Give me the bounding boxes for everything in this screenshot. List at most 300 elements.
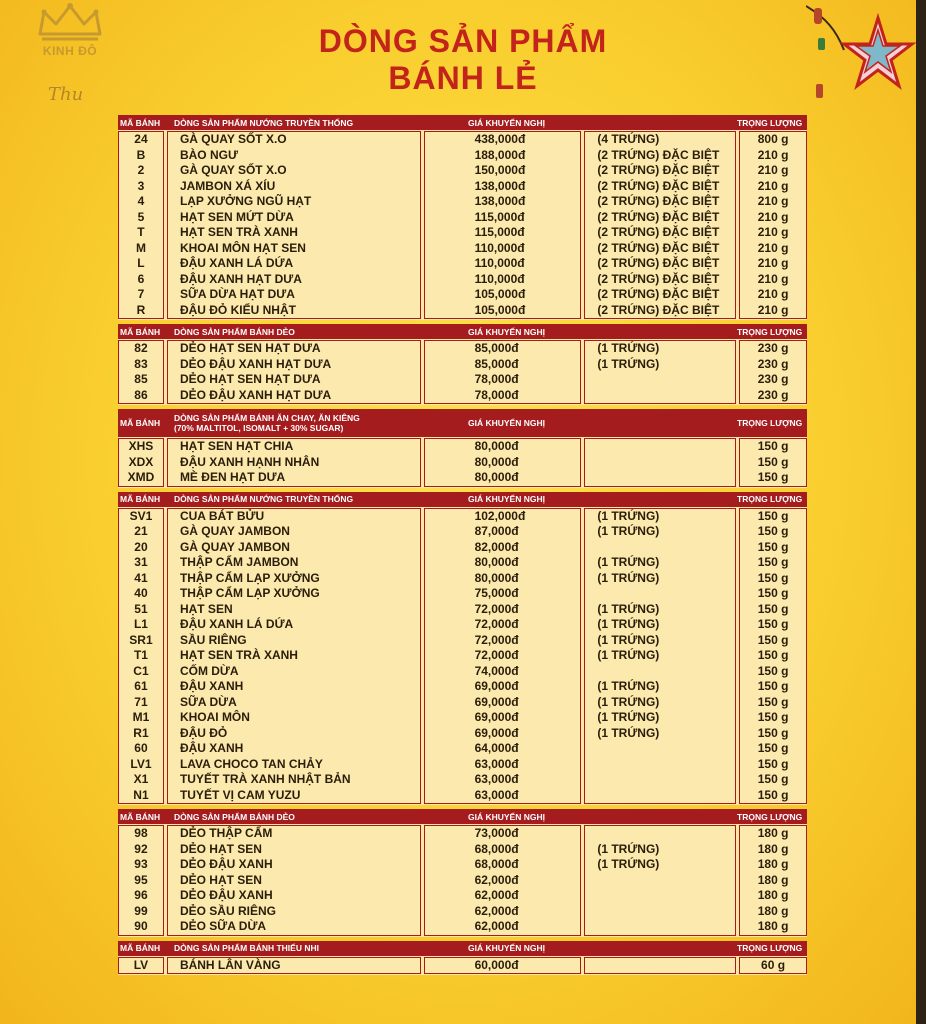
header-name-line: DÒNG SẢN PHẨM BÁNH THIẾU NHI	[174, 943, 319, 953]
cell-note	[585, 772, 735, 788]
cell-price: 69,000đ	[474, 725, 519, 740]
cell-price: 69,000đ	[474, 679, 519, 693]
cell-note: (2 TRỨNG) ĐẶC BIỆT	[597, 287, 720, 301]
table-section	[118, 409, 807, 488]
cell-weight: 180 g	[757, 826, 789, 840]
cell-price: 102,000đ	[474, 508, 526, 523]
cell-note	[585, 470, 735, 486]
cell-price: 105,000đ	[474, 287, 526, 301]
cell-price: 82,000đ	[474, 539, 519, 554]
header-code: MÃ BÁNH	[120, 117, 161, 128]
price-table	[118, 115, 807, 979]
cell-price: 74,000đ	[474, 663, 519, 678]
cell-code: 20	[134, 539, 148, 554]
cell-note	[585, 757, 735, 773]
header-code: MÃ BÁNH	[120, 326, 161, 337]
column-name	[167, 438, 421, 487]
cell-code: T1	[133, 648, 148, 662]
header-weight: TRỌNG LƯỢNG	[737, 943, 803, 953]
cell-weight: 230 g	[757, 372, 789, 386]
cell-weight: 210 g	[757, 194, 789, 208]
cell-weight: 150 g	[757, 508, 789, 523]
header-price: GIÁ KHUYẾN NGHỊ	[468, 943, 545, 953]
cell-weight: 800 g	[757, 132, 789, 146]
cell-note	[585, 788, 735, 804]
cell-weight: 230 g	[757, 341, 789, 355]
cell-price: 115,000đ	[474, 209, 525, 224]
cell-name: HẠT SEN MỨT DỪA	[179, 209, 294, 224]
column-code	[118, 825, 164, 936]
cell-weight: 60 g	[761, 957, 786, 972]
cell-name: DẺO ĐẬU XANH HẠT DƯA	[179, 356, 332, 371]
cell-price: 64,000đ	[474, 741, 519, 755]
cell-name: KHOAI MÔN	[179, 710, 250, 724]
table-section	[118, 324, 807, 405]
cell-code: 90	[134, 919, 148, 933]
cell-name: HẠT SEN TRÀ XANH	[179, 225, 298, 239]
cell-note	[585, 919, 735, 935]
header-code: MÃ BÁNH	[120, 943, 161, 953]
cell-price: 63,000đ	[474, 772, 519, 786]
cell-code: 60	[134, 741, 148, 755]
cell-weight: 150 g	[757, 439, 789, 453]
cell-weight: 180 g	[757, 857, 789, 871]
cell-name: MÈ ĐEN HẠT DƯA	[179, 470, 286, 484]
cell-price: 138,000đ	[474, 178, 526, 193]
header-name-line2: (70% MALTITOL, ISOMALT + 30% SUGAR)	[174, 423, 344, 433]
header-price: GIÁ KHUYẾN NGHỊ	[468, 418, 545, 428]
cell-weight: 150 g	[757, 663, 789, 678]
column-weight	[739, 131, 807, 319]
cell-weight: 210 g	[757, 225, 789, 239]
cell-price: 68,000đ	[474, 857, 519, 871]
cell-price: 80,000đ	[474, 470, 519, 484]
section-header	[118, 809, 807, 824]
cell-code: 93	[134, 857, 148, 871]
cell-weight: 150 g	[757, 539, 789, 554]
cell-code: XDX	[128, 454, 154, 469]
cell-code: 92	[134, 841, 148, 856]
cell-weight: 150 g	[757, 632, 789, 647]
column-code	[118, 508, 164, 805]
section-header	[118, 324, 807, 339]
cell-weight: 150 g	[757, 725, 789, 740]
header-name	[174, 943, 319, 953]
cell-price: 110,000đ	[474, 271, 525, 286]
cell-name: THẬP CẨM LẠP XƯỞNG	[179, 570, 320, 585]
cell-code: XMD	[127, 470, 155, 484]
column-price	[424, 825, 582, 936]
column-note	[584, 340, 736, 404]
cell-price: 63,000đ	[474, 787, 519, 802]
cell-weight: 210 g	[757, 302, 789, 317]
cell-name: DẺO SẦU RIÊNG	[179, 903, 276, 918]
cell-name: DẺO ĐẬU XANH	[179, 888, 273, 902]
cell-name: DẺO HẠT SEN	[179, 841, 262, 856]
column-price	[424, 508, 582, 805]
page-title-line1: DÒNG SẢN PHẨM	[318, 23, 608, 59]
cell-weight: 180 g	[757, 888, 789, 902]
cell-note: (1 TRỨNG)	[597, 679, 660, 693]
header-name	[174, 812, 295, 822]
cell-code: M	[135, 240, 146, 255]
header-name	[174, 413, 360, 433]
cell-name: BÁNH LÂN VÀNG	[179, 957, 281, 972]
column-price	[424, 957, 582, 975]
cell-name: THẬP CẨM LẠP XƯỞNG	[179, 586, 320, 600]
cell-note: (1 TRỨNG)	[597, 601, 660, 616]
cell-note	[585, 741, 735, 757]
cell-note: (2 TRỨNG) ĐẶC BIỆT	[597, 147, 720, 162]
cell-name: ĐẬU XANH HẠNH NHÂN	[179, 454, 320, 469]
cell-note: (1 TRỨNG)	[597, 570, 660, 585]
column-name	[167, 825, 421, 936]
cell-note: (1 TRỨNG)	[597, 632, 660, 647]
header-code: MÃ BÁNH	[120, 811, 161, 822]
cell-price: 85,000đ	[474, 356, 519, 371]
cell-weight: 210 g	[757, 256, 789, 270]
cell-code: L1	[133, 617, 148, 631]
cell-name: ĐẬU XANH	[179, 679, 244, 693]
cell-weight: 150 g	[757, 617, 789, 631]
column-code	[118, 131, 164, 319]
cell-price: 72,000đ	[474, 601, 519, 616]
cell-name: LAVA CHOCO TAN CHẢY	[179, 756, 323, 771]
column-price	[424, 438, 582, 487]
cell-price: 72,000đ	[474, 617, 519, 631]
cell-note: (2 TRỨNG) ĐẶC BIỆT	[597, 225, 720, 239]
section-header	[118, 115, 807, 130]
cell-price: 72,000đ	[474, 632, 519, 647]
cell-weight: 150 g	[757, 454, 789, 469]
header-name	[174, 327, 295, 337]
cell-price: 75,000đ	[474, 586, 519, 600]
header-name-line: DÒNG SẢN PHẨM NƯỚNG TRUYỀN THỐNG	[174, 494, 354, 504]
cell-price: 62,000đ	[474, 888, 519, 902]
column-weight	[739, 508, 807, 805]
cell-code: 51	[134, 601, 148, 616]
cell-weight: 210 g	[757, 163, 789, 177]
cell-weight: 230 g	[757, 387, 789, 402]
header-price: GIÁ KHUYẾN NGHỊ	[468, 811, 545, 822]
cell-code: 41	[134, 570, 148, 585]
cell-code: 99	[134, 903, 148, 918]
cell-code: L	[137, 256, 145, 270]
cell-name: SỮA DỪA	[179, 694, 237, 709]
cell-weight: 180 g	[757, 841, 789, 856]
brand-script: Thu	[48, 84, 84, 105]
cell-price: 62,000đ	[474, 903, 519, 918]
cell-code: 86	[134, 387, 148, 402]
cell-code: T	[137, 225, 145, 239]
cell-code: X1	[133, 772, 149, 786]
cell-price: 62,000đ	[474, 872, 519, 887]
cell-price: 438,000đ	[474, 132, 526, 146]
cell-code: B	[136, 147, 146, 162]
header-name	[174, 494, 353, 504]
cell-note: (1 TRỨNG)	[597, 857, 660, 871]
cell-note: (2 TRỨNG) ĐẶC BIỆT	[597, 163, 720, 177]
cell-price: 78,000đ	[474, 372, 519, 386]
cell-name: TUYẾT TRÀ XANH NHẬT BẢN	[179, 772, 351, 786]
cell-code: 83	[134, 356, 148, 371]
table-section	[118, 941, 807, 976]
cell-price: 63,000đ	[474, 756, 519, 771]
lantern-star-icon	[806, 0, 916, 110]
cell-price: 105,000đ	[474, 302, 526, 317]
cell-name: ĐẬU ĐỎ	[179, 725, 228, 740]
cell-price: 62,000đ	[474, 919, 519, 933]
column-weight	[739, 340, 807, 404]
cell-note	[585, 586, 735, 602]
section-rows	[118, 956, 807, 976]
cell-weight: 180 g	[757, 872, 789, 887]
cell-code: SV1	[129, 508, 153, 523]
cell-note: (2 TRỨNG) ĐẶC BIỆT	[597, 194, 720, 208]
cell-weight: 150 g	[757, 601, 789, 616]
cell-weight: 150 g	[757, 470, 789, 484]
cell-weight: 150 g	[757, 741, 789, 755]
cell-note: (1 TRỨNG)	[597, 648, 660, 662]
column-code	[118, 340, 164, 404]
cell-code: SR1	[129, 632, 153, 647]
cell-name: CUA BÁT BỬU	[179, 508, 265, 523]
cell-note: (2 TRỨNG) ĐẶC BIỆT	[597, 240, 720, 255]
header-weight: TRỌNG LƯỢNG	[737, 326, 803, 337]
cell-code: 4	[137, 194, 145, 208]
cell-name: DẺO ĐẬU XANH	[179, 857, 273, 871]
cell-price: 80,000đ	[474, 570, 519, 585]
column-price	[424, 340, 582, 404]
cell-name: DẺO HẠT SEN HẠT DƯA	[179, 341, 321, 355]
cell-name: HẠT SEN	[179, 601, 233, 616]
cell-note: (1 TRỨNG)	[597, 617, 660, 631]
cell-note	[585, 664, 735, 680]
cell-weight: 150 g	[757, 679, 789, 693]
cell-code: C1	[133, 663, 149, 678]
table-section	[118, 492, 807, 806]
cell-code: 2	[137, 163, 145, 177]
cell-price: 110,000đ	[474, 256, 525, 270]
column-name	[167, 508, 421, 805]
cell-note	[585, 888, 735, 904]
cell-price: 85,000đ	[474, 341, 519, 355]
cell-name: HẠT SEN TRÀ XANH	[179, 648, 298, 662]
cell-weight: 210 g	[757, 287, 789, 301]
header-price: GIÁ KHUYẾN NGHỊ	[468, 117, 545, 128]
cell-name: SẦU RIÊNG	[179, 632, 247, 647]
cell-weight: 150 g	[757, 772, 789, 786]
cell-price: 80,000đ	[474, 555, 519, 569]
cell-code: 82	[134, 341, 148, 355]
cell-name: CỐM DỪA	[179, 663, 239, 678]
cell-weight: 210 g	[757, 271, 789, 286]
cell-weight: 210 g	[757, 147, 789, 162]
cell-name: BÀO NGƯ	[179, 147, 238, 162]
header-code: MÃ BÁNH	[120, 494, 161, 504]
cell-code: 21	[134, 524, 148, 538]
cell-weight: 210 g	[757, 240, 789, 255]
cell-weight: 210 g	[757, 178, 789, 193]
cell-price: 188,000đ	[474, 147, 526, 162]
column-code	[118, 438, 164, 487]
right-edge-strip	[916, 0, 926, 1024]
page-title-line2: BÁNH LẺ	[388, 60, 538, 96]
cell-note	[585, 388, 735, 404]
cell-note: (1 TRỨNG)	[597, 710, 660, 724]
header-weight: TRỌNG LƯỢNG	[737, 494, 803, 504]
cell-code: 96	[134, 888, 148, 902]
section-rows	[118, 437, 807, 488]
cell-price: 69,000đ	[474, 710, 519, 724]
cell-note: (2 TRỨNG) ĐẶC BIỆT	[597, 271, 720, 286]
header-code: MÃ BÁNH	[120, 418, 161, 428]
cell-note: (1 TRỨNG)	[597, 341, 660, 355]
cell-price: 68,000đ	[474, 841, 519, 856]
cell-name: TUYẾT VỊ CAM YUZU	[179, 787, 301, 802]
cell-code: 95	[134, 872, 148, 887]
header-weight: TRỌNG LƯỢNG	[737, 117, 803, 128]
cell-note: (1 TRỨNG)	[597, 555, 660, 569]
cell-weight: 150 g	[757, 555, 789, 569]
cell-name: THẬP CẨM JAMBON	[179, 555, 299, 569]
cell-weight: 150 g	[757, 710, 789, 724]
cell-name: KHOAI MÔN HẠT SEN	[179, 240, 306, 255]
cell-price: 115,000đ	[474, 225, 525, 239]
cell-weight: 180 g	[757, 903, 789, 918]
cell-code: 3	[137, 178, 145, 193]
column-name	[167, 957, 421, 975]
cell-weight: 150 g	[757, 570, 789, 585]
cell-code: 85	[134, 372, 148, 386]
column-weight	[739, 438, 807, 487]
cell-code: 61	[134, 679, 148, 693]
cell-name: DẺO HẠT SEN	[179, 872, 262, 887]
section-rows	[118, 824, 807, 937]
cell-code: 6	[137, 271, 145, 286]
section-header	[118, 409, 807, 437]
cell-price: 60,000đ	[474, 957, 519, 972]
cell-code: 71	[134, 694, 148, 709]
cell-note: (1 TRỨNG)	[597, 524, 660, 538]
cell-code: N1	[133, 787, 149, 802]
header-name	[174, 118, 353, 128]
cell-name: ĐẬU XANH	[179, 741, 244, 755]
column-name	[167, 340, 421, 404]
cell-weight: 210 g	[757, 209, 789, 224]
cell-note	[585, 904, 735, 920]
cell-price: 73,000đ	[474, 826, 519, 840]
cell-note: (1 TRỨNG)	[597, 694, 660, 709]
cell-code: R	[136, 302, 146, 317]
cell-code: M1	[132, 710, 150, 724]
cell-name: HẠT SEN HẠT CHIA	[179, 439, 294, 453]
cell-price: 110,000đ	[474, 240, 525, 255]
section-rows	[118, 339, 807, 405]
cell-code: 24	[134, 132, 148, 146]
column-note	[584, 131, 736, 319]
header-name-line: DÒNG SẢN PHẨM NƯỚNG TRUYỀN THỐNG	[174, 117, 354, 128]
cell-note: (1 TRỨNG)	[597, 508, 660, 523]
cell-price: 80,000đ	[474, 439, 519, 453]
cell-note	[585, 455, 735, 471]
cell-name: ĐẬU XANH HẠT DƯA	[179, 271, 302, 286]
column-weight	[739, 825, 807, 936]
table-section	[118, 115, 807, 320]
table-section	[118, 809, 807, 937]
cell-price: 80,000đ	[474, 454, 519, 469]
cell-note	[585, 826, 735, 842]
cell-name: ĐẬU XANH LÁ DỨA	[179, 256, 294, 270]
cell-note: (2 TRỨNG) ĐẶC BIỆT	[597, 256, 720, 270]
cell-note: (2 TRỨNG) ĐẶC BIỆT	[597, 209, 720, 224]
cell-note	[585, 372, 735, 388]
cell-note: (1 TRỨNG)	[597, 725, 660, 740]
section-header	[118, 492, 807, 507]
column-note	[584, 825, 736, 936]
cell-code: 98	[134, 826, 148, 840]
cell-note: (4 TRỨNG)	[597, 132, 660, 146]
cell-name: DẺO HẠT SEN HẠT DƯA	[179, 372, 321, 386]
column-name	[167, 131, 421, 319]
cell-code: 7	[137, 287, 145, 301]
cell-code: R1	[133, 725, 149, 740]
cell-name: DẺO THẬP CẨM	[179, 826, 273, 840]
header-price: GIÁ KHUYẾN NGHỊ	[468, 494, 545, 504]
cell-code: LV1	[130, 756, 152, 771]
cell-weight: 150 g	[757, 586, 789, 600]
cell-code: 40	[134, 586, 148, 600]
cell-price: 138,000đ	[474, 194, 526, 208]
header-weight: TRỌNG LƯỢNG	[737, 811, 803, 822]
cell-weight: 150 g	[757, 756, 789, 771]
cell-name: GÀ QUAY SỐT X.O	[179, 163, 287, 177]
cell-note	[585, 958, 735, 974]
cell-name: GÀ QUAY JAMBON	[179, 539, 290, 554]
cell-name: SỮA DỪA HẠT DƯA	[179, 287, 295, 301]
cell-name: DẺO SỮA DỪA	[179, 919, 267, 933]
cell-weight: 150 g	[757, 694, 789, 709]
cell-weight: 150 g	[757, 524, 789, 538]
header-name-line: DÒNG SẢN PHẨM BÁNH DẺO	[174, 326, 295, 337]
cell-note	[585, 439, 735, 455]
cell-weight: 150 g	[757, 648, 789, 662]
section-header	[118, 941, 807, 956]
cell-code: 31	[134, 555, 148, 569]
header-price: GIÁ KHUYẾN NGHỊ	[468, 326, 545, 337]
header-name-line: DÒNG SẢN PHẨM BÁNH DẺO	[174, 811, 295, 822]
column-weight	[739, 957, 807, 975]
cell-name: JAMBON XÁ XÍU	[179, 178, 276, 193]
cell-price: 78,000đ	[474, 387, 519, 402]
cell-code: 5	[137, 209, 145, 224]
cell-weight: 180 g	[757, 919, 789, 933]
cell-note: (1 TRỨNG)	[597, 356, 660, 371]
column-note	[584, 438, 736, 487]
cell-price: 72,000đ	[474, 648, 519, 662]
cell-note	[585, 540, 735, 556]
column-note	[584, 957, 736, 975]
column-code	[118, 957, 164, 975]
cell-note: (2 TRỨNG) ĐẶC BIỆT	[597, 302, 720, 317]
cell-name: ĐẬU XANH LÁ DỨA	[179, 617, 294, 631]
section-rows	[118, 130, 807, 320]
brand-name: KINH ĐÔ	[42, 44, 98, 58]
header-name-line: DÒNG SẢN PHẨM BÁNH ĂN CHAY, ĂN KIÊNG	[174, 413, 360, 423]
column-price	[424, 131, 582, 319]
cell-weight: 150 g	[757, 787, 789, 802]
header-weight: TRỌNG LƯỢNG	[737, 418, 803, 428]
